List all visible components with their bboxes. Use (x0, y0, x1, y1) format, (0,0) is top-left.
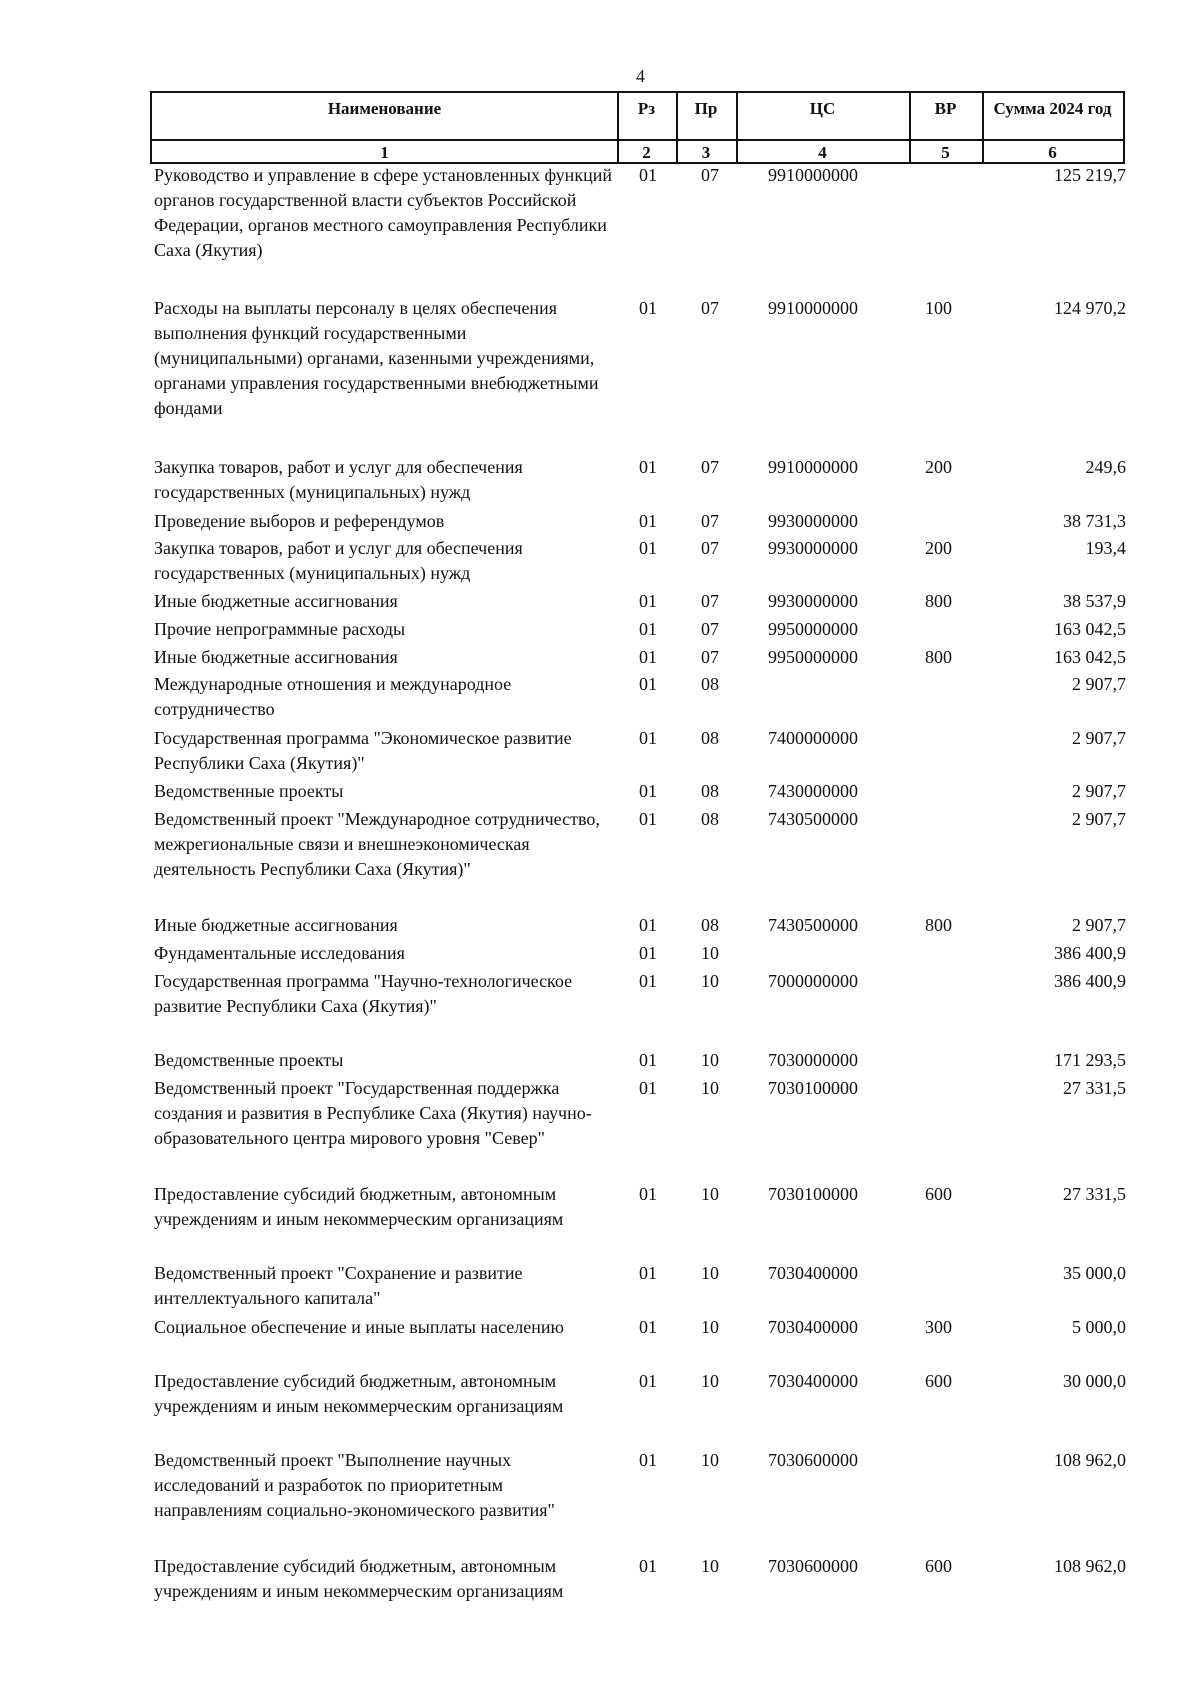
row-pr: 10 (701, 943, 719, 963)
row-sum: 249,6 (1085, 457, 1126, 477)
row-name: Иные бюджетные ассигнования (154, 647, 398, 667)
row-pr: 07 (701, 619, 719, 639)
row-rz: 01 (639, 165, 657, 185)
row-name: Государственная программа "Экономическое развитие Республики Саха (Якутия)" (154, 728, 572, 773)
row-rz: 01 (639, 538, 657, 558)
row-cs: 7030100000 (768, 1184, 858, 1204)
row-cs: 7000000000 (768, 971, 858, 991)
row-sum: 2 907,7 (1072, 728, 1126, 748)
row-rz: 01 (639, 1317, 657, 1337)
row-sum: 193,4 (1085, 538, 1126, 558)
header-pr: Пр (694, 99, 718, 118)
row-sum: 108 962,0 (1054, 1450, 1126, 1470)
row-name: Иные бюджетные ассигнования (154, 915, 398, 935)
row-name: Иные бюджетные ассигнования (154, 591, 398, 611)
row-name: Государственная программа "Научно-технологическое развитие Республики Саха (Якутия)" (154, 971, 573, 1016)
row-name: Руководство и управление в сфере установленных функций органов государственной власти субъектов Российской Федерации, органов местного самоуправления Республики Саха (Якутия) (154, 165, 612, 260)
row-cs: 7030000000 (768, 1050, 858, 1070)
header-cs: ЦС (809, 99, 836, 118)
row-sum: 163 042,5 (1054, 619, 1126, 639)
header-name: Наименование (327, 99, 442, 118)
row-name: Ведомственные проекты (154, 781, 344, 801)
row-sum: 5 000,0 (1072, 1317, 1126, 1337)
row-rz: 01 (639, 1371, 657, 1391)
row-rz: 01 (639, 298, 657, 318)
row-cs: 7030600000 (768, 1556, 858, 1576)
row-vr: 600 (925, 1556, 952, 1576)
row-name: Прочие непрограммные расходы (154, 619, 406, 639)
row-rz: 01 (639, 1050, 657, 1070)
row-sum: 2 907,7 (1072, 674, 1126, 694)
row-name: Предоставление субсидий бюджетным, автономным учреждениям и иным некоммерческим организациям (154, 1556, 564, 1601)
row-sum: 38 537,9 (1063, 591, 1126, 611)
row-rz: 01 (639, 674, 657, 694)
header-num-1: 1 (380, 143, 389, 162)
row-rz: 01 (639, 457, 657, 477)
header-vr: ВР (934, 99, 957, 118)
page-number: 4 (636, 66, 645, 86)
row-name: Международные отношения и международное сотрудничество (154, 674, 512, 719)
header-num-3: 3 (701, 143, 711, 162)
row-name: Фундаментальные исследования (154, 943, 405, 963)
row-name: Расходы на выплаты персоналу в целях обеспечения выполнения функций государственными (муниципальными) органами, казенными учреждениями, органами управления государственными внебюджетными фондами (154, 298, 599, 418)
row-pr: 10 (701, 1050, 719, 1070)
row-rz: 01 (639, 971, 657, 991)
row-cs: 9930000000 (768, 591, 858, 611)
row-sum: 2 907,7 (1072, 781, 1126, 801)
row-rz: 01 (639, 728, 657, 748)
row-rz: 01 (639, 1078, 657, 1098)
row-sum: 171 293,5 (1054, 1050, 1126, 1070)
row-vr: 600 (925, 1371, 952, 1391)
row-rz: 01 (639, 511, 657, 531)
row-cs: 7030400000 (768, 1317, 858, 1337)
row-cs: 9910000000 (768, 457, 858, 477)
row-pr: 10 (701, 1317, 719, 1337)
row-pr: 08 (701, 809, 719, 829)
table-header (150, 91, 1125, 164)
row-cs: 9930000000 (768, 511, 858, 531)
row-cs: 7030400000 (768, 1263, 858, 1283)
header-num-4: 4 (818, 143, 827, 162)
row-name: Закупка товаров, работ и услуг для обеспечения государственных (муниципальных) нужд (154, 538, 523, 583)
row-vr: 800 (925, 591, 952, 611)
row-sum: 124 970,2 (1054, 298, 1126, 318)
row-vr: 200 (925, 457, 952, 477)
row-vr: 300 (925, 1317, 952, 1337)
row-vr: 200 (925, 538, 952, 558)
row-cs: 7400000000 (768, 728, 858, 748)
row-pr: 07 (701, 647, 719, 667)
row-rz: 01 (639, 591, 657, 611)
row-rz: 01 (639, 647, 657, 667)
row-pr: 10 (701, 1450, 719, 1470)
row-sum: 163 042,5 (1054, 647, 1126, 667)
row-sum: 27 331,5 (1063, 1078, 1126, 1098)
row-cs: 9910000000 (768, 165, 858, 185)
row-pr: 07 (701, 538, 719, 558)
row-name: Проведение выборов и референдумов (154, 511, 445, 531)
row-pr: 07 (701, 298, 719, 318)
row-rz: 01 (639, 1263, 657, 1283)
row-pr: 10 (701, 1184, 719, 1204)
row-sum: 386 400,9 (1054, 971, 1126, 991)
header-num-2: 2 (642, 143, 651, 162)
row-cs: 7430500000 (768, 915, 858, 935)
row-rz: 01 (639, 943, 657, 963)
row-name: Ведомственный проект "Государственная поддержка создания и развития в Республике Саха (Якутия) научно-образовательного центра мирового уровня "Север" (154, 1078, 592, 1148)
row-pr: 08 (701, 728, 719, 748)
row-name: Ведомственные проекты (154, 1050, 344, 1070)
row-pr: 08 (701, 674, 719, 694)
header-rz: Рз (637, 99, 656, 118)
row-cs: 7030100000 (768, 1078, 858, 1098)
row-pr: 10 (701, 1078, 719, 1098)
row-vr: 800 (925, 647, 952, 667)
row-rz: 01 (639, 1556, 657, 1576)
row-sum: 108 962,0 (1054, 1556, 1126, 1576)
row-cs: 7030400000 (768, 1371, 858, 1391)
row-pr: 08 (701, 781, 719, 801)
header-separator (152, 139, 1123, 141)
row-sum: 35 000,0 (1063, 1263, 1126, 1283)
row-name: Предоставление субсидий бюджетным, автономным учреждениям и иным некоммерческим организациям (154, 1371, 564, 1416)
row-sum: 125 219,7 (1054, 165, 1126, 185)
row-name: Ведомственный проект "Выполнение научных исследований и разработок по приоритетным направлениям социально-экономического развития" (154, 1450, 555, 1520)
header-num-5: 5 (941, 143, 950, 162)
row-cs: 7430500000 (768, 809, 858, 829)
row-rz: 01 (639, 1450, 657, 1470)
row-sum: 2 907,7 (1072, 809, 1126, 829)
row-vr: 600 (925, 1184, 952, 1204)
row-name: Закупка товаров, работ и услуг для обеспечения государственных (муниципальных) нужд (154, 457, 523, 502)
row-sum: 27 331,5 (1063, 1184, 1126, 1204)
row-rz: 01 (639, 915, 657, 935)
row-pr: 10 (701, 1371, 719, 1391)
row-pr: 07 (701, 511, 719, 531)
header-sum: Сумма 2024 год (993, 99, 1112, 118)
row-name: Ведомственный проект "Международное сотрудничество, межрегиональные связи и внешнеэкономическая деятельность Республики Саха (Якутия)" (154, 809, 600, 879)
row-rz: 01 (639, 809, 657, 829)
row-cs: 9950000000 (768, 619, 858, 639)
row-cs: 9910000000 (768, 298, 858, 318)
row-name: Социальное обеспечение и иные выплаты населению (154, 1317, 564, 1337)
row-pr: 10 (701, 971, 719, 991)
row-sum: 386 400,9 (1054, 943, 1126, 963)
row-pr: 10 (701, 1556, 719, 1576)
row-vr: 800 (925, 915, 952, 935)
row-pr: 10 (701, 1263, 719, 1283)
row-pr: 07 (701, 165, 719, 185)
row-rz: 01 (639, 781, 657, 801)
row-sum: 30 000,0 (1063, 1371, 1126, 1391)
header-num-6: 6 (1048, 143, 1057, 162)
row-cs: 7430000000 (768, 781, 858, 801)
row-sum: 38 731,3 (1063, 511, 1126, 531)
row-sum: 2 907,7 (1072, 915, 1126, 935)
row-cs: 7030600000 (768, 1450, 858, 1470)
row-vr: 100 (925, 298, 952, 318)
row-cs: 9930000000 (768, 538, 858, 558)
row-cs: 9950000000 (768, 647, 858, 667)
row-name: Ведомственный проект "Сохранение и развитие интеллектуального капитала" (154, 1263, 523, 1308)
row-rz: 01 (639, 619, 657, 639)
row-rz: 01 (639, 1184, 657, 1204)
row-pr: 08 (701, 915, 719, 935)
row-pr: 07 (701, 457, 719, 477)
row-name: Предоставление субсидий бюджетным, автономным учреждениям и иным некоммерческим организациям (154, 1184, 564, 1229)
row-pr: 07 (701, 591, 719, 611)
